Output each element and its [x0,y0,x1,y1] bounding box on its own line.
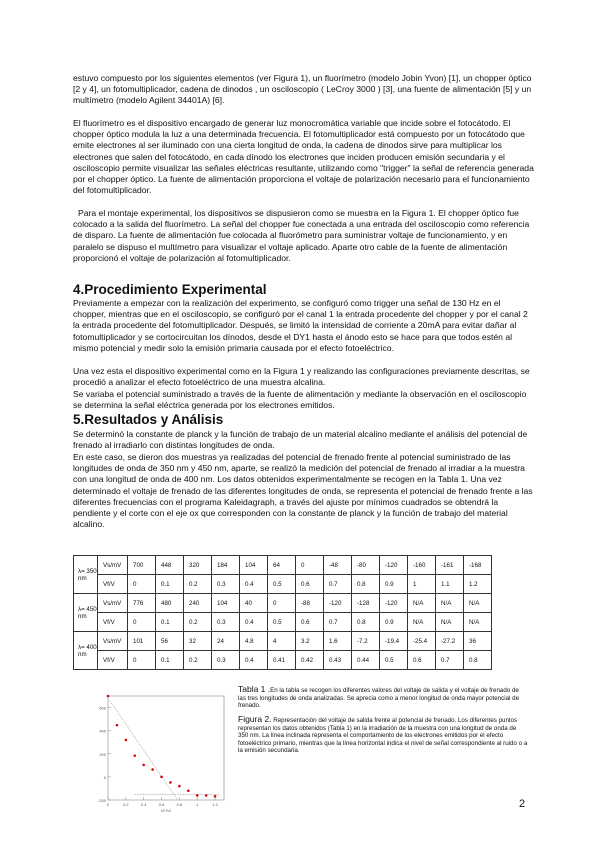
table-cell: -120 [380,556,408,575]
paragraph-procedimiento-2: Una vez esta el dispositivo experimental como en la Figura 1 y realizando las configuraciones previamente descritas, se procedió a analizar el efecto fotoeléctrico de una muestra alcalina. [73,366,530,388]
table-cell: 0.42 [296,651,324,670]
table-cell: 0 [128,651,156,670]
table-cell: N/A [436,613,464,632]
table-cell: 0.9 [380,575,408,594]
table-row [74,556,492,575]
data-point [169,781,172,784]
y-tick-label: 400 [99,728,106,734]
table-cell: N/A [408,594,436,613]
paragraph-resultados-1: Se determinó la constante de planck y la función de trabajo de un material alcalino mediante el análisis del potencial de frenado al irradiarlo con distintas longitudes de onda. [73,429,528,451]
figure-caption [238,716,528,755]
table-cell: 0.6 [296,613,324,632]
paragraph-fluorimetro: El fluorímetro es el dispositivo encargado de generar luz monocromática variable que incide sobre el fotocátodo. El chopper óptico modula la luz a una determinada frecuencia. El fotomultiplicador está compuesto por un fotocátodo que emite electrones al ser iluminado con una cierta longitud de onda, la cadena de dinodos sirve para multiplicar los electrones que salen del fotocátodo, en cada dínodo los electrones que inciden producen emisión secundaria y el osciloscopio permite visualizar las señales eléctricas resultante, utilizando como "trigger" la señal de referencia generada por el chopper óptico. La fuente de alimentación proporciona el voltaje de polarización necesario para el funcionamiento del fotomultiplicador. [73,118,534,196]
table-cell: 0.7 [324,575,352,594]
wavelength-label: λ= 400 nm [74,632,98,670]
table-cell: -168 [464,556,492,575]
data-point [116,724,119,727]
paragraph-montaje: Para el montaje experimental, los dispositivos se dispusieron como se muestra en la Figura 1. El chopper óptico fue colocado a la salida del fluorímetro. La señal del chopper fue conectada a una entrada del osciloscopio como referencia de disparo. La fuente de alimentación fue colocada al fluorómetro para suministrar voltaje de funcionamiento, y en paralelo se dispuso el multímetro para visualizar el voltaje aplicado. Aparte otro cable de la fuente de alimentación proporcionó el voltaje de polarización al fotomultiplicador. [73,208,530,263]
table-cell: 0.1 [156,651,184,670]
table-caption-label: Tabla 1 . [238,684,271,694]
table-cell: 0.2 [184,651,212,670]
table-cell: 0.6 [408,651,436,670]
table-cell: -27.2 [436,632,464,651]
table-cell: 0.8 [352,575,380,594]
table-cell: 776 [128,594,156,613]
table-cell: -160 [408,556,436,575]
wavelength-label: λ= 350 nm [74,556,98,594]
table-cell: -88 [296,594,324,613]
table-cell: 104 [240,556,268,575]
row-header: Vs/mV [98,594,128,613]
paragraph-procedimiento-3: Se variaba el potencial suministrado a través de la fuente de alimentación y mediante la observación en el osciloscopio se determina la señal eléctrica generada por los electrones emitidos. [73,389,527,411]
x-axis-label: Vf (V) [160,808,172,812]
table-cell: -7.2 [352,632,380,651]
table-cell: -120 [380,594,408,613]
table-cell: 104 [212,594,240,613]
table-cell: 0.3 [212,651,240,670]
table-cell: 0.5 [380,651,408,670]
table-cell: 32 [184,632,212,651]
table-row [74,594,492,613]
table-cell: 0 [128,613,156,632]
table-cell: 64 [268,556,296,575]
paragraph-intro: estuvo compuesto por los siguientes elementos (ver Figura 1), un fluorímetro (modelo Jobin Yvon) [1], un chopper óptico [2 y 4], un fotomultiplicador, cadena de dinodos , un osciloscopio ( LeCroy 3000 ) [3], una fuente de alimentación [5] y un multímetro (modelo Agilent 34401A) [6]. [73,73,532,106]
section-heading-resultados: 5.Resultados y Análisis [73,412,224,427]
table-cell: 1.1 [436,575,464,594]
data-point [133,754,136,757]
plot-frame [108,696,224,800]
table-cell: 0.8 [464,651,492,670]
row-header: Vf/V [98,651,128,670]
table-cell: 0.2 [184,613,212,632]
table-cell: N/A [464,613,492,632]
table-cell: 4 [268,632,296,651]
table-cell: -80 [352,556,380,575]
fit-line-inclined [110,701,178,800]
table-cell: 36 [464,632,492,651]
data-table [73,555,492,670]
y-tick-label: -200 [97,798,106,803]
table-cell: 0.5 [268,575,296,594]
data-point [125,739,128,742]
table-row [74,613,492,632]
table-cell: 0.1 [156,575,184,594]
table-row [74,575,492,594]
table-cell: 320 [184,556,212,575]
paragraph-procedimiento-1: Previamente a empezar con la realización del experimento, se configuró como trigger una señal de 130 Hz en el chopper, mientras que en el osciloscopio, se configuró por el canal 1 la entrada procedente del chopper y por el canal 2 la entrada procedente del fotomultiplicador. Después, se limitó la intensidad de corriente a 20mA para evitar dañar al fotomultiplicador y se cortocircuitan los dínodos, desde el DY1 hasta el ánodo esto se hace para que todos estén al mismo potencial y medir solo la emisión primaria causada por el efecto fotoeléctrico. [73,298,528,353]
data-point [142,764,145,767]
row-header: Vf/V [98,613,128,632]
row-header: Vf/V [98,575,128,594]
table-cell: 0.7 [436,651,464,670]
table-cell: 0.3 [212,575,240,594]
x-tick-label: 0.6 [158,802,165,807]
table-cell: 0.6 [296,575,324,594]
table-cell: -19.4 [380,632,408,651]
table-cell: 1.2 [464,575,492,594]
table-cell: 240 [184,594,212,613]
x-tick-label: 0.2 [123,802,129,807]
table-cell: 0 [296,556,324,575]
x-tick-label: 1.2 [212,802,218,807]
y-tick-label: 600 [99,705,106,711]
table-cell: 448 [156,556,184,575]
table-cell: 0.5 [268,613,296,632]
data-point [214,795,217,798]
x-tick-label: 0.4 [140,802,147,807]
table-cell: N/A [436,594,464,613]
table-cell: -120 [324,594,352,613]
data-point [178,785,181,788]
figure-caption-label: Figura 2. [238,714,272,724]
table-cell: 0.3 [212,613,240,632]
table-cell: 0.4 [240,575,268,594]
table-caption-text: En la tabla se recogen los diferentes valores del voltaje de salida y el voltaje de frenado de las tres longitudes de onda analizadas. Se aprecia como a menor longitud de onda mayor potencial de frenado. [238,687,520,710]
table-cell: 0.43 [324,651,352,670]
table-cell: -161 [436,556,464,575]
y-tick-label: 0 [103,774,106,780]
data-point [107,695,110,698]
table-cell: 700 [128,556,156,575]
data-point [151,768,154,771]
table-cell: 0.9 [380,613,408,632]
table-cell: -128 [352,594,380,613]
table-row [74,632,492,651]
table-cell: 1 [408,575,436,594]
data-point [205,794,208,797]
table-cell: 0.7 [324,613,352,632]
table-cell: -48 [324,556,352,575]
table-cell: 0 [128,575,156,594]
table-cell: 0.4 [240,613,268,632]
table-cell: 0.2 [184,575,212,594]
table-cell: 0.8 [352,613,380,632]
wavelength-label: λ= 450 nm [74,594,98,632]
table-cell: 40 [240,594,268,613]
table-cell: 3.2 [296,632,324,651]
table-caption [238,686,528,710]
section-heading-procedimiento: 4.Procedimiento Experimental [73,282,267,297]
table-cell: N/A [464,594,492,613]
table-cell: 0.44 [352,651,380,670]
y-tick-label: 200 [99,751,106,757]
table-cell: 0 [268,594,296,613]
table-cell: 101 [128,632,156,651]
table-cell: 0.41 [268,651,296,670]
table-cell: 56 [156,632,184,651]
x-tick-label: 0.8 [176,802,183,807]
table-cell: 0.1 [156,613,184,632]
page-number: 2 [519,798,526,810]
paragraph-resultados-2: En este caso, se dieron dos muestras ya realizadas del potencial de frenado frente al potencial suministrado de las longitudes de onda de 350 nm y 450 nm, aparte, se realizó la medición del potencial de frenado al irradiar a la muestra con una longitud de onda de 400 nm. Los datos obtenidos experimentalmente se recogen en la Tabla 1. Una vez determinado el voltaje de frenado de las diferentes longitudes de onda, se representa el potencial de frenado frente a las diferentes frecuencias con el programa Kaleidagraph, a través del ajuste por mínimos cuadrados se obtendrá la pendiente y el corte con el eje ox que corresponden con la constante de planck y la función de trabajo del material alcalino. [73,452,533,530]
figure-2-chart [84,688,228,812]
data-point [196,794,199,797]
table-cell: 480 [156,594,184,613]
table-cell: -25.4 [408,632,436,651]
x-tick-label: 0 [106,802,110,807]
table-cell: 1.6 [324,632,352,651]
figure-caption-text: Representación del voltaje de salida frente al potencial de frenado. Los diferentes puntos representan los datos obtenidos (Tabla 1) en la irradiación de la muestra con una longitud de onda de 350 nm. La línea inclinada representa el comportamiento de los electrones emitidos por el efecto fotoeléctrico primario, mientras que la línea horizontal indica el nivel de señal correspondiente al ruido o a la emisión secundaria. [238,717,528,755]
row-header: Vs/mV [98,556,128,575]
row-header: Vs/mV [98,632,128,651]
table-row [74,651,492,670]
data-point [187,789,190,792]
table-cell: 4.8 [240,632,268,651]
data-point [160,776,163,779]
table-cell: 24 [212,632,240,651]
x-tick-label: 1 [196,802,199,807]
table-cell: 184 [212,556,240,575]
table-cell: 0.4 [240,651,268,670]
table-cell: N/A [408,613,436,632]
